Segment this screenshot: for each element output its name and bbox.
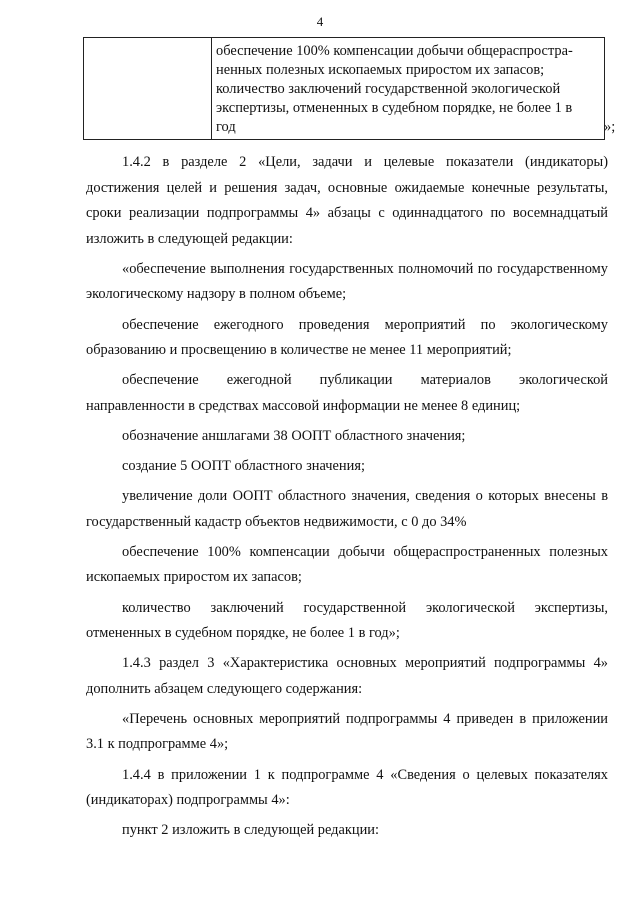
table-line: обеспечение 100% компенсации добычи общераспростра-: [216, 43, 573, 59]
table-line: ненных полезных ископаемых приростом их запасов;: [216, 62, 545, 78]
paragraph: увеличение доли ООПТ областного значения, сведения о которых внесены в государственный кадастр объектов недвижимости, с 0 до 34%: [86, 488, 608, 530]
table-closing-quote: »;: [604, 119, 616, 135]
table-line: количество заключений государственной экологической: [216, 81, 561, 97]
table-row: [84, 38, 605, 140]
paragraph: «Перечень основных мероприятий подпрограммы 4 приведен в приложении 3.1 к подпрограмме 4»;: [86, 710, 608, 753]
paragraph: обеспечение ежегодного проведения мероприятий по экологическому образованию и просвещению в количестве не менее 11 мероприятий;: [86, 316, 608, 359]
table-line: экспертизы, отмененных в судебном порядке, не более 1 в: [216, 100, 573, 116]
paragraph: пункт 2 изложить в следующей редакции:: [122, 822, 379, 839]
document-body: [86, 150, 608, 848]
table-cell-text: [212, 38, 605, 140]
table-cell-empty: [84, 38, 212, 140]
page-number: 4: [316, 14, 324, 29]
paragraph: «обеспечение выполнения государственных полномочий по государственному экологическому надзору в полном объеме;: [86, 260, 608, 303]
indicator-table: [83, 37, 605, 140]
paragraph: создание 5 ООПТ областного значения;: [122, 458, 365, 475]
paragraph: обеспечение ежегодной публикации материалов экологической направленности в средствах массовой информации не менее 8 единиц;: [86, 372, 608, 414]
paragraph: обозначение аншлагами 38 ООПТ областного значения;: [122, 427, 466, 444]
paragraph: 1.4.4 в приложении 1 к подпрограмме 4 «Сведения о целевых показателях (индикаторах) подпрограммы 4»:: [86, 766, 608, 809]
paragraph: 1.4.2 в разделе 2 «Цели, задачи и целевые показатели (индикаторы) достижения целей и решения задач, основные ожидаемые конечные результаты, сроки реализации подпрограммы 4» абзацы с одиннадцатого по восемнадцатый изложить в следующей редакции:: [86, 154, 608, 247]
paragraph: количество заключений государственной экологической экспертизы, отмененных в судебном порядке, не более 1 в год»;: [86, 599, 608, 642]
table-line: год: [216, 119, 236, 135]
paragraph: обеспечение 100% компенсации добычи общераспространенных полезных ископаемых приростом их запасов;: [86, 543, 608, 586]
paragraph: 1.4.3 раздел 3 «Характеристика основных мероприятий подпрограммы 4» дополнить абзацем следующего содержания:: [86, 655, 608, 697]
